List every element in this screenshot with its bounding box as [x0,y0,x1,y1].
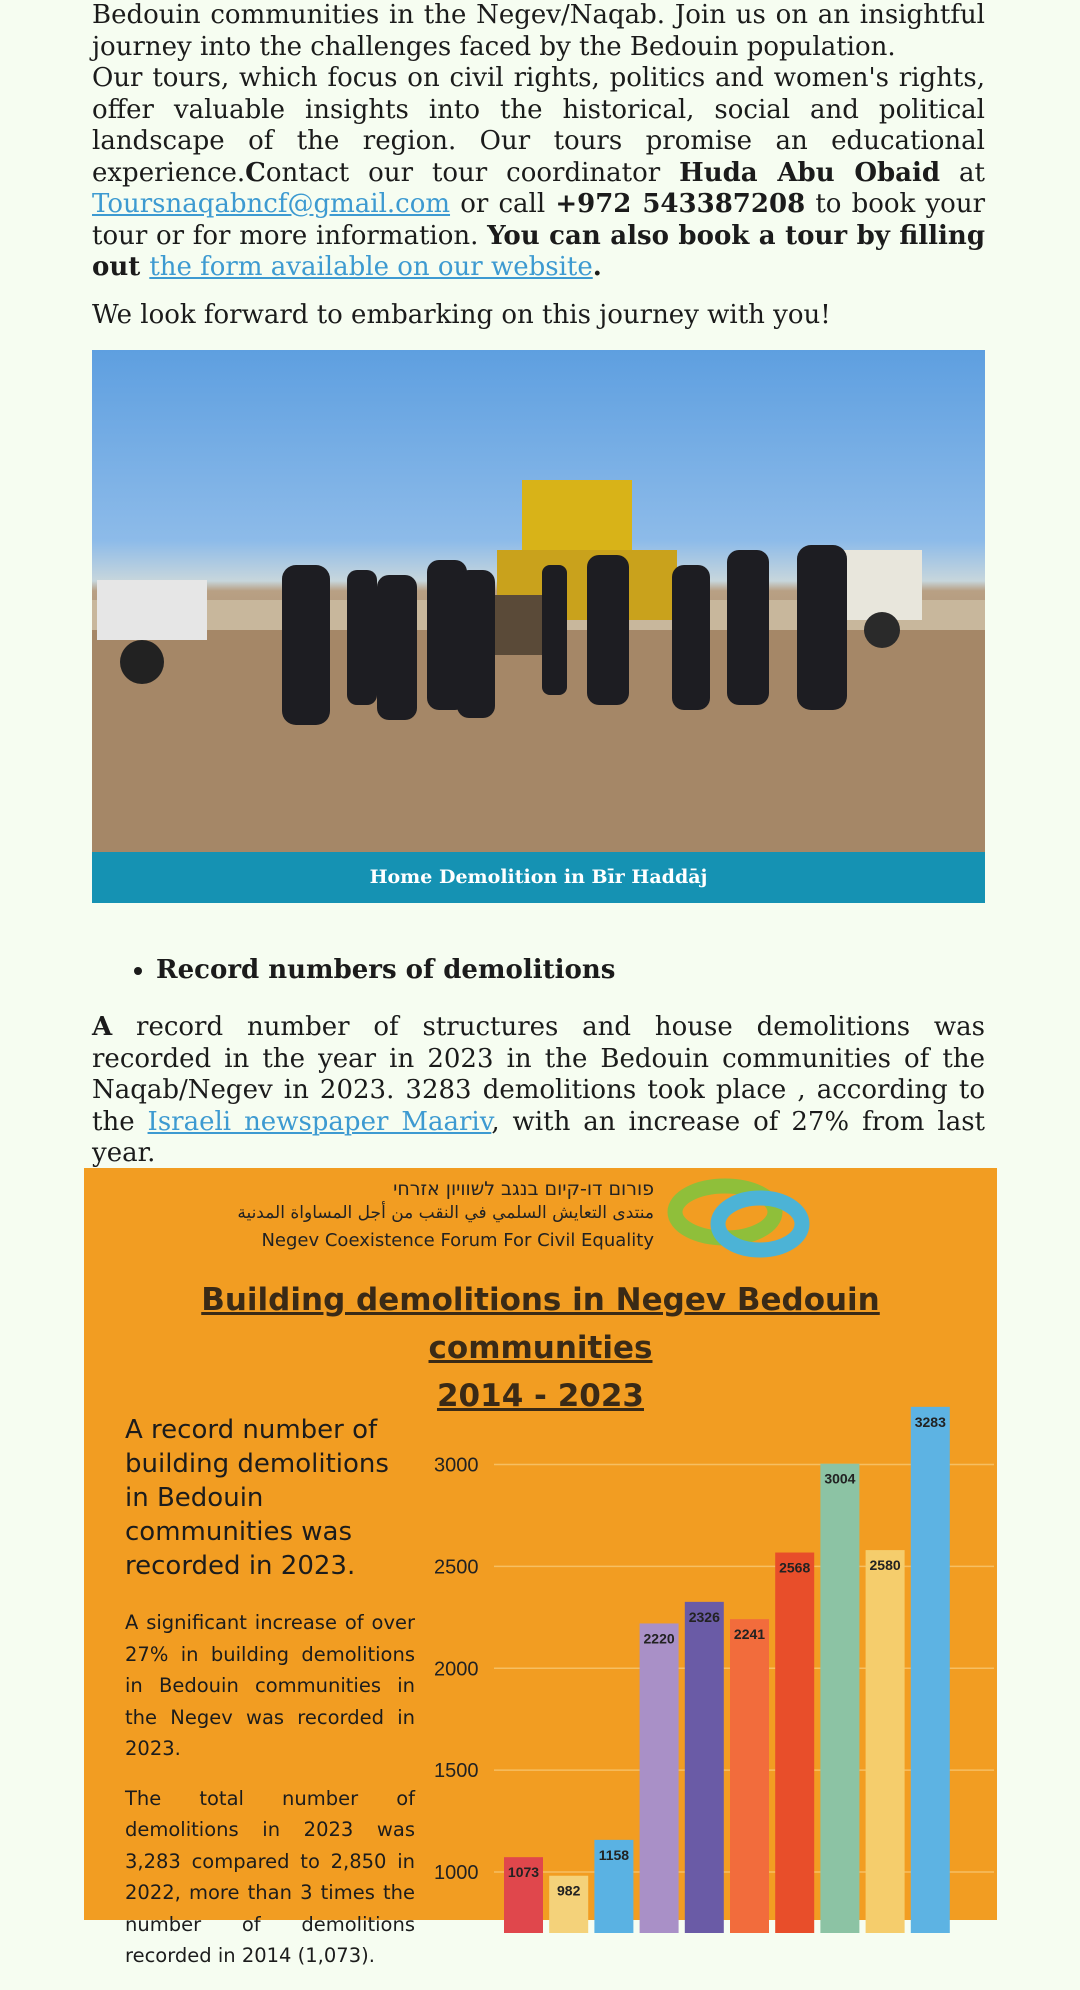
demolitions-paragraph-block [92,1012,985,1170]
demolitions-bar-chart [424,1383,994,1923]
truck-wheel [120,640,164,684]
intro-paragraph-3: We look forward to embarking on this journey with you! [92,299,831,330]
y-tick-label: 3000 [434,1454,479,1477]
email-link[interactable]: Toursnaqabncf@gmail.com [92,189,451,219]
demolition-photo [92,350,985,852]
intro-paragraph-1: Bedouin communities in the Negev/Naqab. Join us on an insightful journey into the challenges faced by the Bedouin population. [92,0,985,62]
bar-value-label: 2568 [779,1559,811,1576]
org-name-hebrew: פורום דו-קיום בנגב לשוויון אזרחי [393,1178,654,1200]
booking-text: You can also book a tour by filling out [92,220,985,282]
coordinator-name: Huda Abu Obaid [679,157,941,188]
intro-text: ontact our tour coordinator [265,157,680,188]
section-heading [92,950,985,990]
bar [730,1619,769,1933]
article-intro [92,0,985,331]
paragraph-text: record number of structures and house demolitions was recorded in the year in 2023 in the Bedouin communities of the Naqab/Negev in 2023. 3283 demolitions took place , according to the [92,1012,985,1137]
bar-value-label: 1073 [507,1864,540,1881]
intro-paragraph-2 [92,63,985,284]
demolitions-infographic [84,1168,997,1967]
y-tick-label: 2000 [434,1658,479,1681]
summary-text-1: A significant increase of over 27% in building demolitions in Bedouin communities in the Negev was recorded in 2023. [125,1611,415,1760]
infographic-summary [125,1413,415,1990]
bullet-item: • Record numbers of demolitions [156,950,985,990]
bar [640,1623,679,1933]
intro-text: at [940,157,985,188]
contact-initial: C [245,157,266,188]
bar [820,1464,859,1933]
photo-caption: Home Demolition in Bīr Haddāj [92,852,985,903]
photo-figure [92,350,985,903]
intro-text: or call [450,189,556,219]
booking-form-link[interactable]: the form available on our website [149,252,593,282]
bar-value-label: 2326 [688,1608,720,1625]
demolitions-paragraph [92,1012,985,1170]
summary-text-2: The total number of demolitions in 2023 was 3,283 compared to 2,850 in 2022, more than 3 times the number of demolitions recorded in 2014 (1,073). [125,1786,415,1967]
ground [92,625,985,852]
paragraph-text: , with an increase of 27% from last year. [92,1106,985,1168]
bar [685,1602,724,1933]
bar-value-label: 3004 [824,1470,856,1487]
intro-text: to book your tour or for more information. [92,189,986,251]
infographic-title-line-2: 2014 - 2023 [436,1378,644,1414]
lead-letter: A [92,1012,113,1042]
maariv-link[interactable]: Israeli newspaper Maariv [147,1106,492,1137]
bar-value-label: 2241 [733,1626,766,1643]
bar [775,1553,814,1933]
infographic-title-line-1: Building demolitions in Negev Bedouin communities [201,1282,880,1366]
bar-value-label: 2220 [643,1630,675,1647]
booking-end: . [592,252,602,282]
org-name-english: Negev Coexistence Forum For Civil Equality [261,1230,654,1251]
y-tick-label: 1500 [434,1760,479,1783]
bar-value-label: 982 [557,1882,581,1899]
y-tick-label: 2500 [434,1556,479,1579]
phone-number: +972 543387208 [555,189,806,219]
photo-scene [92,350,985,852]
bar [866,1550,905,1933]
pickup-truck [97,580,207,640]
org-name-arabic: منتدى التعايش السلمي في النقب من أجل المساواة المدنية [237,1203,654,1223]
bar-value-label: 1158 [598,1846,630,1863]
bar-value-label: 2580 [869,1557,901,1574]
bar [911,1407,950,1933]
bar-value-label: 3283 [914,1413,946,1430]
bulldozer-cab [522,480,632,560]
summary-heading: A record number of building demolitions in Bedouin communities was recorded in 2023. [125,1415,389,1581]
ncf-logo-icon [670,1174,810,1264]
intro-text: Our tours, which focus on civil rights, politics and women's rights, offer valuable insights into the historical, social and political landscape of the region. Our tours promise an educational experience. [92,63,985,188]
suv-wheel [864,612,900,648]
bullet-list [92,950,985,990]
y-tick-label: 1000 [434,1862,479,1885]
